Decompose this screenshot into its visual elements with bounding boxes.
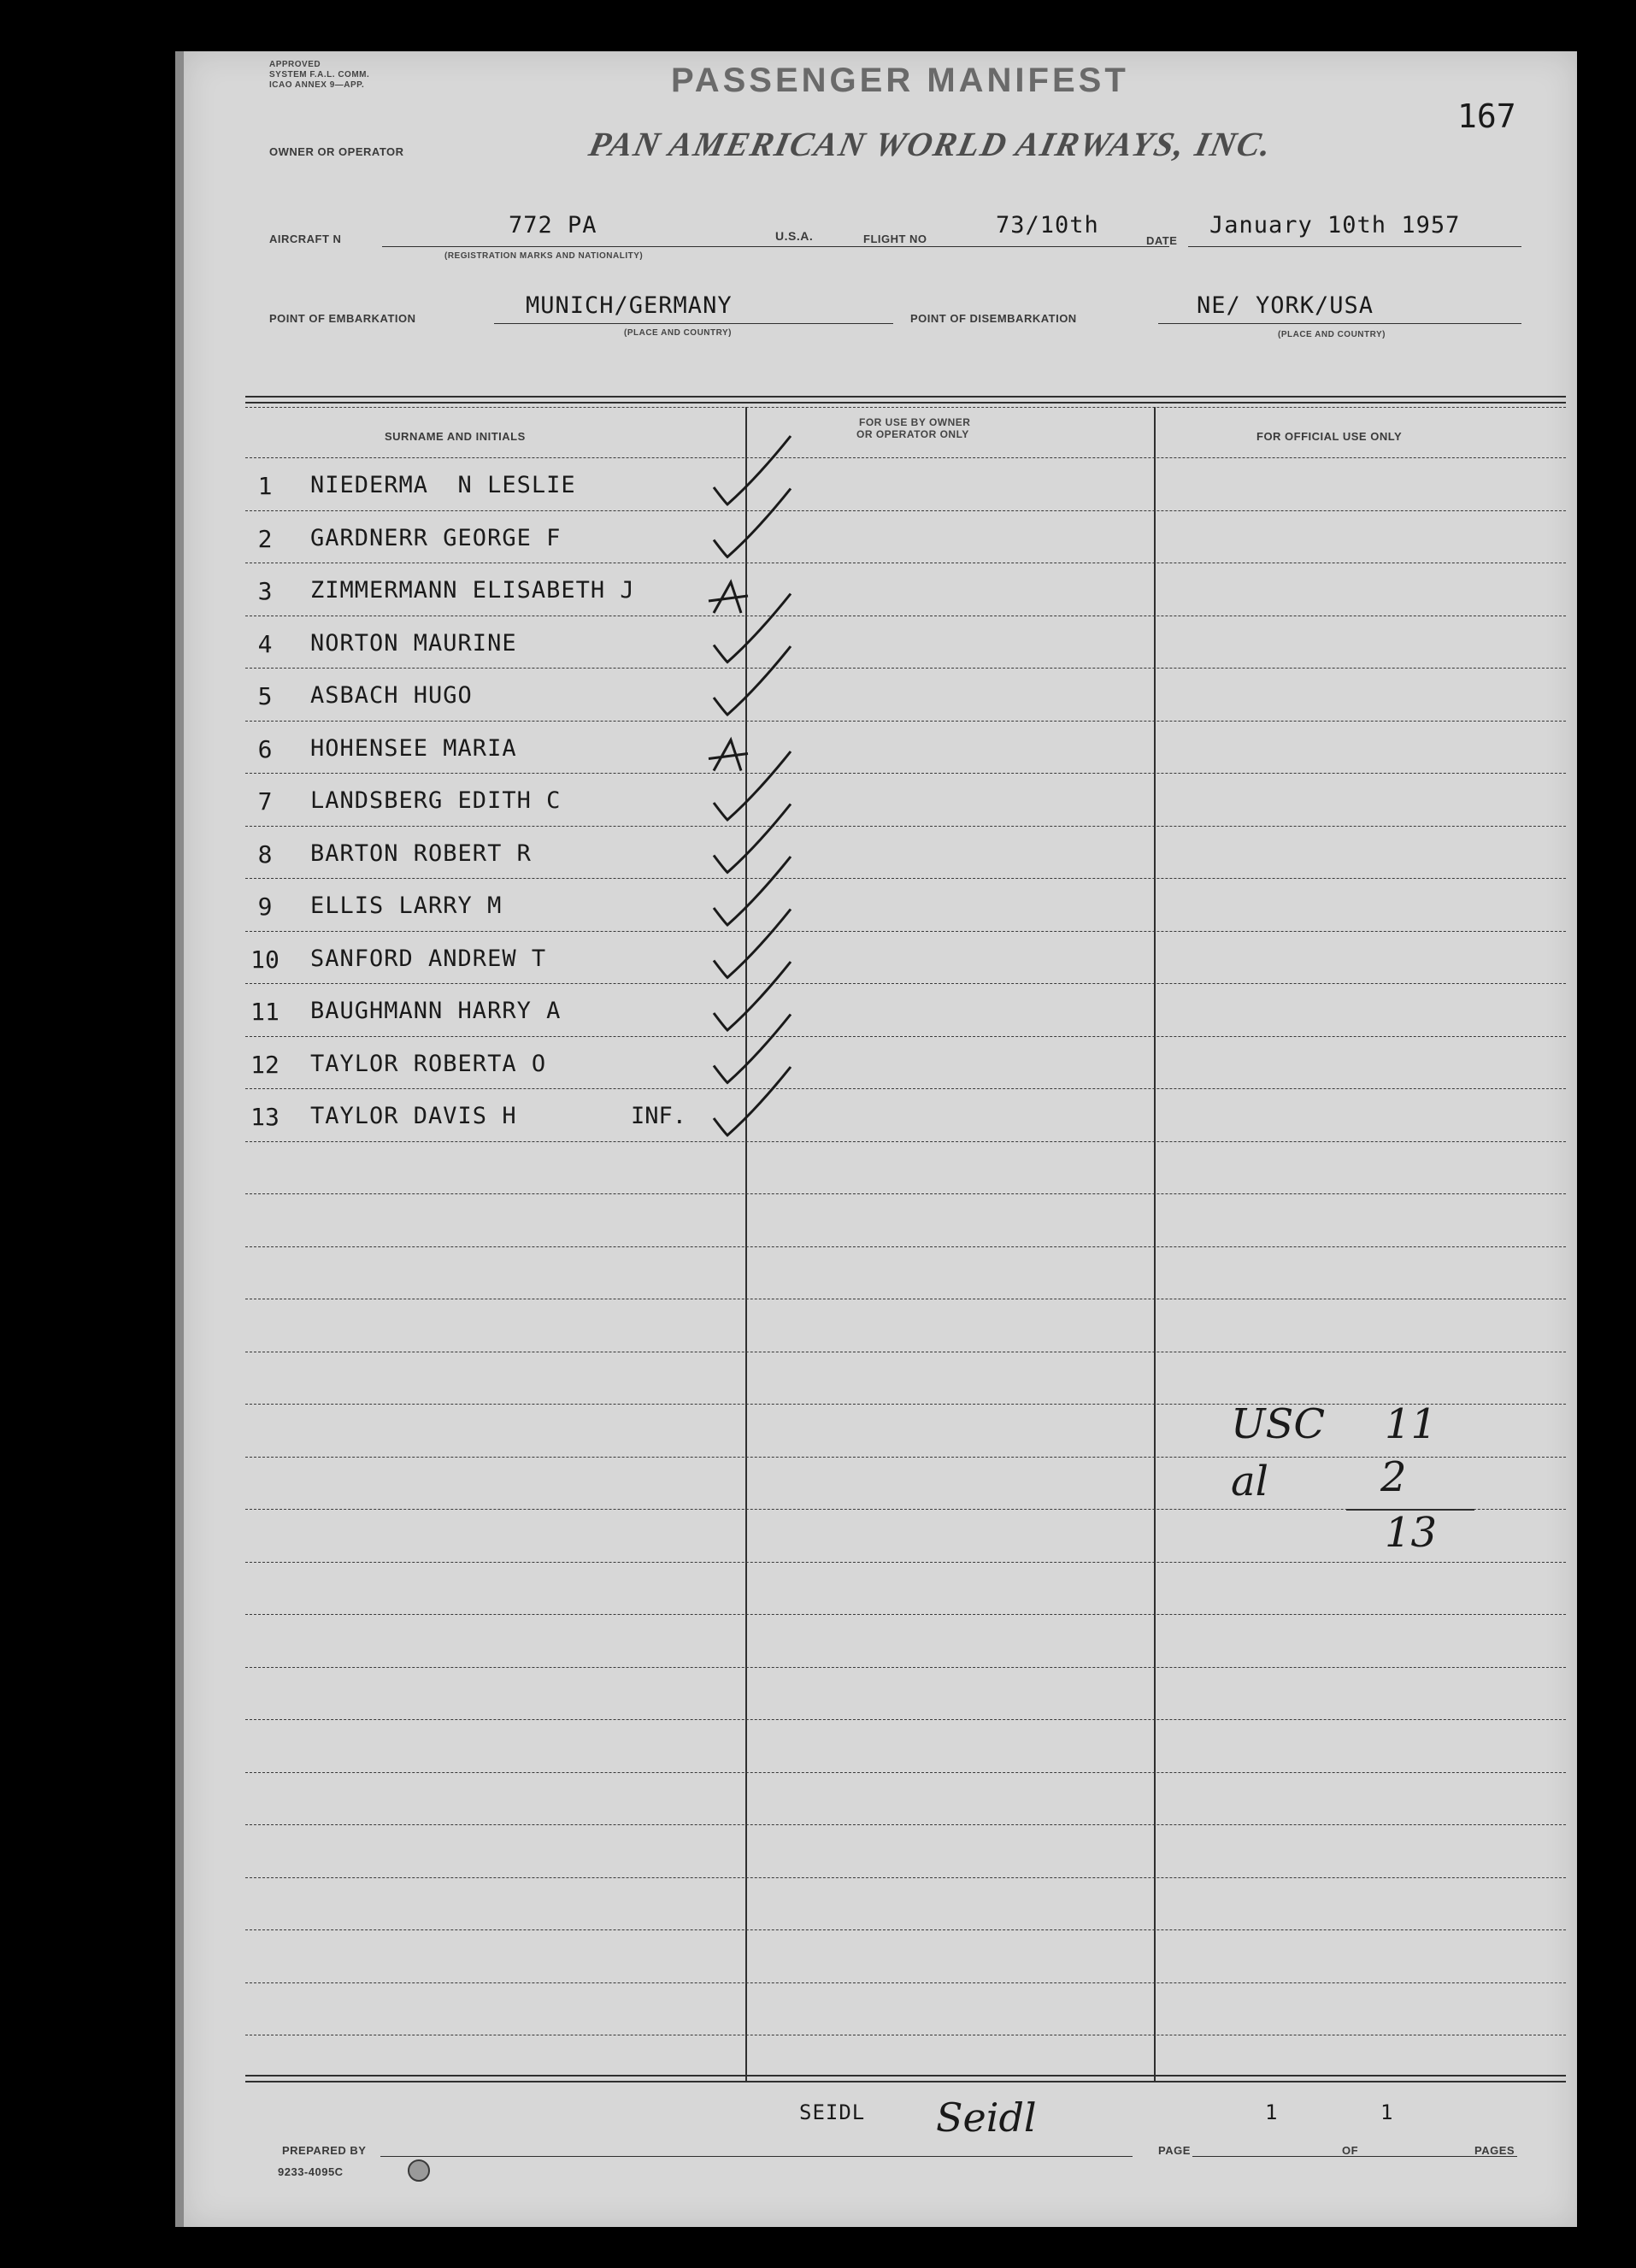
page-value: 1 <box>1265 2100 1279 2124</box>
form-title: PASSENGER MANIFEST <box>671 62 1129 99</box>
row-rule <box>245 457 1566 458</box>
approval-line-3: ICAO ANNEX 9—APP. <box>269 80 365 90</box>
embark-caption: (PLACE AND COUNTRY) <box>624 328 732 338</box>
date-value: January 10th 1957 <box>1209 212 1461 239</box>
passenger-number: 10 <box>250 945 280 974</box>
typed-signatory: SEIDL <box>799 2100 866 2124</box>
col-surname-header: SURNAME AND INITIALS <box>385 430 526 443</box>
row-rule <box>245 931 1566 932</box>
row-rule <box>245 983 1566 984</box>
alien-mark <box>709 582 748 613</box>
row-rule <box>245 773 1566 774</box>
table-top-rule-2 <box>245 402 1566 404</box>
check-mark <box>714 436 791 504</box>
aircraft-value: 772 PA <box>509 212 597 239</box>
date-underline <box>1188 246 1521 247</box>
row-rule <box>245 826 1566 827</box>
prepared-underline <box>380 2156 1133 2157</box>
aircraft-caption: (REGISTRATION MARKS AND NATIONALITY) <box>444 251 644 261</box>
pages-value: 1 <box>1380 2100 1394 2124</box>
table-top-rule-3 <box>245 407 1566 408</box>
of-label: OF <box>1342 2144 1359 2157</box>
union-bug-icon <box>408 2159 430 2182</box>
tally-al-value: 2 <box>1380 1453 1407 1501</box>
column-divider-2 <box>1154 407 1156 2082</box>
row-rule <box>245 878 1566 879</box>
passenger-name: GARDNERR GEORGE F <box>310 524 562 551</box>
passenger-number: 9 <box>257 892 273 921</box>
passenger-number: 8 <box>257 839 273 869</box>
row-rule <box>245 1562 1566 1563</box>
passenger-name: BAUGHMANN HARRY A <box>310 998 562 1024</box>
approval-line-1: APPROVED <box>269 60 321 69</box>
passenger-name: ELLIS LARRY M <box>310 892 503 919</box>
check-mark <box>714 489 791 557</box>
col-official-header: FOR OFFICIAL USE ONLY <box>1256 430 1403 443</box>
row-rule <box>245 1193 1566 1194</box>
col-owner-header-1: FOR USE BY OWNER <box>859 416 971 428</box>
manifest-page <box>184 51 1577 2227</box>
check-mark <box>714 1067 791 1135</box>
passenger-name: SANFORD ANDREW T <box>310 945 547 972</box>
alien-mark <box>709 740 748 771</box>
flight-underline <box>962 246 1169 247</box>
owner-label: OWNER OR OPERATOR <box>269 145 404 158</box>
row-rule <box>245 1982 1566 1983</box>
aircraft-underline <box>382 246 963 247</box>
row-rule <box>245 721 1566 722</box>
form-code: 9233-4095C <box>278 2165 344 2178</box>
row-rule <box>245 1404 1566 1405</box>
passenger-number: 2 <box>257 524 273 553</box>
page-underline <box>1192 2156 1517 2157</box>
check-marks <box>184 51 1577 2227</box>
row-rule <box>245 510 1566 511</box>
check-mark <box>714 1015 791 1083</box>
passenger-name: LANDSBERG EDITH C <box>310 787 562 814</box>
passenger-number: 12 <box>250 1050 280 1079</box>
row-rule <box>245 1141 1566 1142</box>
passenger-name: NORTON MAURINE <box>310 629 517 657</box>
passenger-number: 4 <box>257 629 273 658</box>
passenger-name: HOHENSEE MARIA <box>310 734 517 762</box>
usa-label: U.S.A. <box>775 229 814 243</box>
check-mark <box>714 751 791 820</box>
page-number: 167 <box>1457 97 1516 135</box>
row-rule <box>245 1036 1566 1037</box>
table-top-rule-1 <box>245 396 1566 398</box>
row-rule <box>245 1667 1566 1668</box>
tally-usc-label: USC <box>1231 1400 1326 1448</box>
row-rule <box>245 1246 1566 1247</box>
aircraft-label: AIRCRAFT N <box>269 233 342 245</box>
passenger-number: 1 <box>257 472 273 500</box>
passenger-number: 6 <box>257 734 273 763</box>
flight-value: 73/10th <box>996 212 1099 239</box>
tally-al-label: al <box>1231 1458 1268 1505</box>
embark-underline <box>494 323 893 324</box>
passenger-number: 11 <box>250 998 280 1026</box>
disembark-label: POINT OF DISEMBARKATION <box>910 312 1077 325</box>
check-mark <box>714 910 791 978</box>
signature: Seidl <box>936 2094 1037 2141</box>
embark-value: MUNICH/GERMANY <box>526 292 733 319</box>
passenger-name: TAYLOR DAVIS H <box>310 1103 517 1129</box>
passenger-name: ZIMMERMANN ELISABETH J <box>310 577 635 604</box>
tally-total: 13 <box>1385 1509 1438 1557</box>
row-rule <box>245 1719 1566 1720</box>
owner-value: PAN AMERICAN WORLD AIRWAYS, INC. <box>586 125 1277 163</box>
passenger-name: BARTON ROBERT R <box>310 839 532 867</box>
passenger-number: 5 <box>257 682 273 710</box>
approval-line-2: SYSTEM F.A.L. COMM. <box>269 70 370 80</box>
check-mark <box>714 594 791 663</box>
row-rule <box>245 1772 1566 1773</box>
column-divider-1 <box>745 407 747 2082</box>
date-label: DATE <box>1146 234 1178 247</box>
check-mark <box>714 857 791 925</box>
scan-edge-left <box>175 51 184 2227</box>
row-rule <box>245 1457 1566 1458</box>
row-rule <box>245 668 1566 669</box>
disembark-value: NE/ YORK/USA <box>1197 292 1374 319</box>
prepared-label: PREPARED BY <box>282 2144 367 2157</box>
table-bottom-rule-2 <box>245 2081 1566 2082</box>
passenger-name: ASBACH HUGO <box>310 682 473 709</box>
passenger-name: NIEDERMA N LESLIE <box>310 472 576 498</box>
col-owner-header-2: OR OPERATOR ONLY <box>856 428 969 440</box>
passenger-note: INF. <box>631 1103 687 1129</box>
flight-label: FLIGHT NO <box>863 233 927 245</box>
check-mark <box>714 646 791 715</box>
page-label: PAGE <box>1158 2144 1191 2157</box>
passenger-name: TAYLOR ROBERTA O <box>310 1050 547 1077</box>
row-rule <box>245 1877 1566 1878</box>
table-bottom-rule-1 <box>245 2075 1566 2077</box>
passenger-number: 3 <box>257 577 273 605</box>
row-rule <box>245 1088 1566 1089</box>
row-rule <box>245 1824 1566 1825</box>
check-mark <box>714 962 791 1030</box>
tally-usc-value: 11 <box>1385 1400 1438 1448</box>
passenger-number: 13 <box>250 1103 280 1131</box>
disembark-caption: (PLACE AND COUNTRY) <box>1278 330 1386 339</box>
row-rule <box>245 1614 1566 1615</box>
check-mark <box>714 804 791 873</box>
disembark-underline <box>1158 323 1521 324</box>
row-rule <box>245 1929 1566 1930</box>
pages-label: PAGES <box>1474 2144 1515 2157</box>
embark-label: POINT OF EMBARKATION <box>269 312 416 325</box>
passenger-number: 7 <box>257 787 273 816</box>
